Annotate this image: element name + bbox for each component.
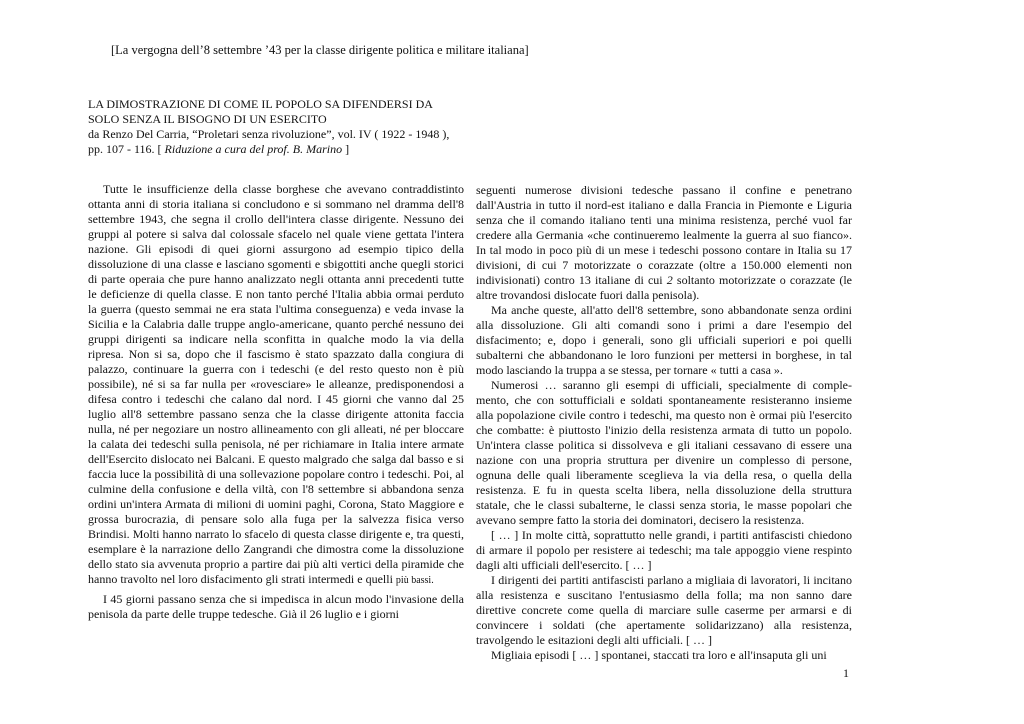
paragraph: Numerosi … saranno gli esempi di ufficiali, specialmente di comple-mento, che con sottufficiali e soldati spontaneamente resisteranno insieme alla popolazione civile contro i tedeschi, ma questo non è ormai più l'esercito che combatte: è piuttosto l'inizio della resistenza armata di tutto un popolo. Un'intera classe politica si dissolveva e gli italiani cessavano di essere una nazione con una propria struttura per divenire un complesso di persone, ognuna delle quali liberamente sceglieva la via della resa, o quella della resistenza. E fu in questa scelta libera, nella dissoluzione della struttura statale, che le classi subalterne, le classi senza storia, le masse popolari che avevano sempre fatto la storia dei dominatori, decisero la resistenza. [476,378,852,527]
paragraph: [ … ] In molte città, soprattutto nelle grandi, i partiti antifascisti chiedono di armare il popolo per resistere ai tedeschi; ma tale appoggio viene respinto dagli alti ufficiali dell'esercito. [ … ] [476,528,852,572]
paragraph-italic: 2 [666,273,673,287]
title-line-2: SOLO SENZA IL BISOGNO DI UN ESERCITO [88,111,327,126]
running-header: [La vergogna dell’8 settembre ’43 per la classe dirigente politica e militare italiana] [111,43,529,57]
source-pages: pp. 107 - 116. [ [88,142,162,156]
source-citation [88,127,478,157]
paragraph: Migliaia episodi [ … ] spontanei, staccati tra loro e all'insaputa gli uni [491,648,827,662]
paragraph-text-small: più bassi. [395,575,434,586]
source-close-bracket: ] [345,142,350,156]
page-number: 1 [843,666,849,680]
paragraph: Ma anche queste, all'atto dell'8 settembre, sono abbandonate senza ordini alla dissoluzione. Gli alti comandi sono i primi a dare l'esempio del disfacimento; e, dopo i generali, sono gli ufficiali superiori e poi quelli subalterni che abbandonano le loro funzioni per mettersi in borghese, in tal modo lasciando la truppa a se stessa, per tornare « tutti a casa ». [476,303,852,377]
paragraph-text: Tutte le insufficienze della classe borghese che avevano contraddistinto ottanta anni di storia italiana si concludono e si sommano nel dramma dell'8 settembre 1943, che segna il crollo dell'intera classe dirigente. Nessuno dei gruppi al potere si salva dal colossale sfacelo nel quale viene gettata l'intera nazione. Gli episodi di quei giorni assurgono ad esempio tipico della dissoluzione di una classe e lasciano sgomenti e sbigottiti anche quegli storici di parte operaia che pure hanno analizzato negli ottanta anni precedenti tutte le deficienze di quella classe. E non tanto perché l'Italia abbia ormai perduto la guerra (questo semmai ne era stata l'ultima conseguenza) e veda invase la Sicilia e la Calabria dalle truppe anglo-americane, quanto perché nessuno dei gruppi dirigenti sa indicare nella sconfitta in qualche modo la via della ripresa. Non si sa, dopo che il fascismo è stato spazzato dalla congiura di palazzo, continuare la guerra con i tedeschi (e del resto questo non è più possibile), né si sa far nulla per «rovesciare» le alleanze, predisponendosi a difesa contro i tedeschi che calano dal nord. I 45 giorni che vanno dal 25 luglio all'8 settembre passano senza che la classe dirigente attonita faccia nulla, né per negoziare un nostro allineamento con gli alleati, né per bloccare la calata dei tedeschi sulla penisola, né per richiamare in Italia intere armate dell'Esercito dislocato nei Balcani. E questo malgrado che salga dal basso e si faccia luce la possibilità di una sollevazione popolare contro i tedeschi. Poi, al culmine della confusione e della viltà, con l'8 settembre si abbandona senza ordini un'intera Armata di milioni di uomini paghi, Corona, Stato Maggiore e grossa burocrazia, di pensare solo alla fuga per la salvezza fisica verso Brindisi. Molti hanno narrato lo sfacelo di questa classe dirigente e, tra questi, esemplare è la narrazione dello Zangrandi che dimostra come la dissoluzione dello stato sia avvenuta proprio a partire dai più alti vertici della piramide che hanno travolto nel loro disfacimento gli strati intermedi e quelli [88,182,464,586]
source-editor: Riduzione a cura del prof. B. Marino [164,142,343,156]
title-line-1: LA DIMOSTRAZIONE DI COME IL POPOLO SA DIFENDERSI DA [88,97,433,111]
paragraph-text: seguenti numerose divisioni tedesche passano il confine e penetrano dall'Austria in tutto il nord-est italiano e dalla Francia in Piemonte e Liguria senza che il comando italiano tenti una minima resistenza, perché vuol far credere alla Germania «che continueremo lealmente la guerra al suo fianco». In tal modo in poco più di un mese i tedeschi possono contare in Italia su 17 divisioni, di cui 7 motorizzate o corazzate (oltre a 150.000 elementi non indivisionati) contro 13 italiane di cui [476,183,852,287]
paragraph [476,183,852,303]
source-line-2 [88,142,478,157]
paragraph: I 45 giorni passano senza che si impedisca in alcun modo l'invasione della penisola da parte delle truppe tedesche. Già il 26 luglio e i giorni [88,592,464,621]
right-column [476,183,852,663]
paragraph: I dirigenti dei partiti antifascisti parlano a migliaia di lavoratori, li incitano alla resistenza e suscitano l'entusiasmo della folla; ma non sanno dare direttive concrete come quella di marciare sulle caserme per armarsi e di convincere i soldati (che apertamente solidarizzano) alla resistenza, travolgendo le esitazioni degli alti ufficiali. [ … ] [476,573,852,647]
paragraph [88,182,464,588]
paragraph-text-end: soltanto motorizzate o corazzate (le altre trovandosi dislocate fuori dalla penisola). [476,273,853,302]
source-line-1: da Renzo Del Carria, “Proletari senza rivoluzione”, vol. IV ( 1922 - 1948 ), [88,127,450,141]
title-block [88,97,478,157]
left-column [88,182,464,622]
